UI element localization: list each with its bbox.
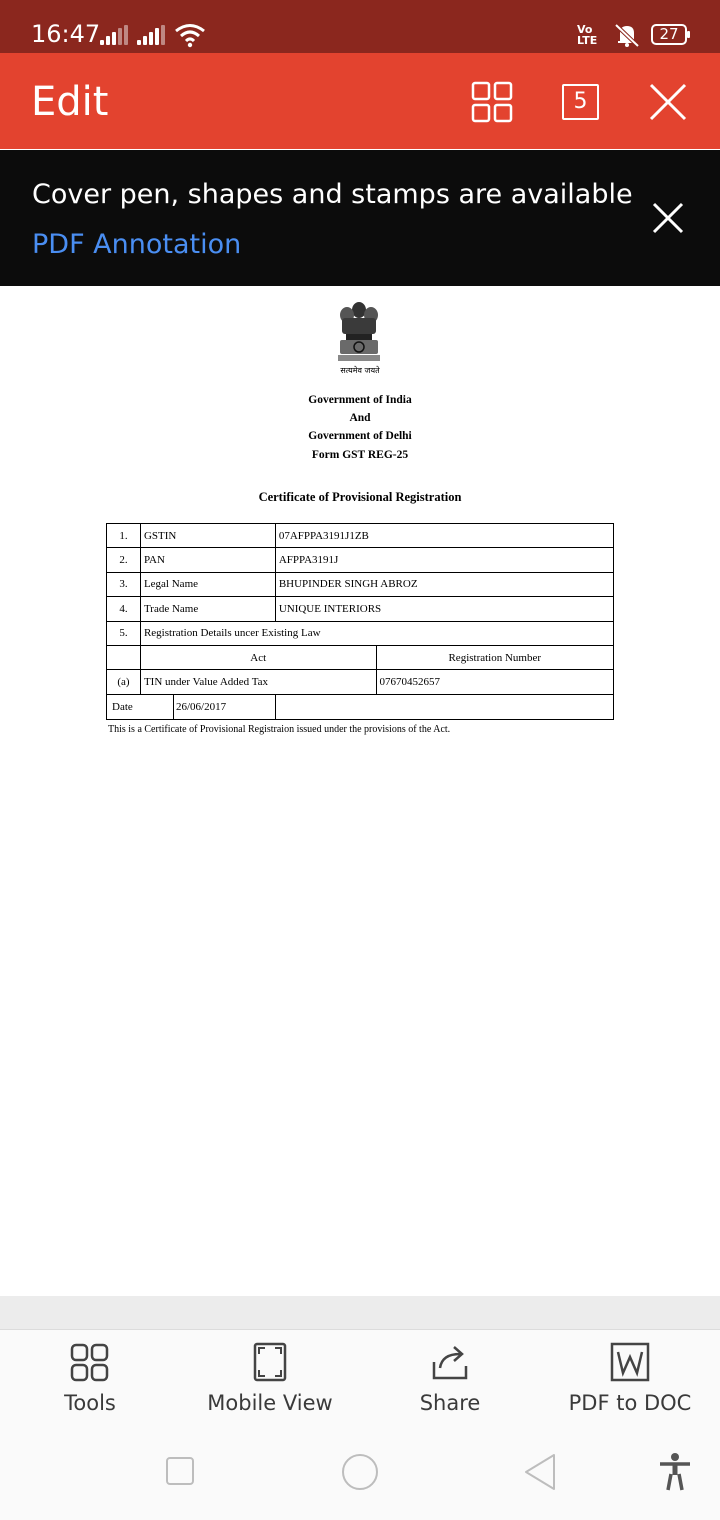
back-icon[interactable]	[523, 1453, 557, 1491]
form-name: Form GST REG-25	[311, 449, 409, 461]
accessibility-icon[interactable]	[657, 1452, 693, 1492]
tools-label: Tools	[64, 1391, 116, 1415]
row-label: GSTIN	[140, 524, 275, 548]
national-emblem-icon	[334, 298, 384, 364]
page-count-button[interactable]: 5	[562, 84, 599, 120]
battery-indicator: 27	[651, 24, 687, 45]
empty-cell	[107, 645, 141, 669]
signal-icon-1	[100, 25, 130, 45]
row-number: (a)	[107, 670, 141, 694]
annotation-tip-banner	[0, 150, 720, 286]
row-value: UNIQUE INTERIORS	[275, 597, 613, 621]
table-row	[107, 524, 614, 548]
bottom-toolbar	[0, 1329, 720, 1424]
wifi-icon	[174, 22, 206, 48]
mobile-view-icon	[250, 1342, 290, 1382]
word-doc-icon	[610, 1342, 650, 1382]
date-row	[107, 694, 614, 719]
pdf-to-doc-button[interactable]	[540, 1330, 720, 1425]
table-row	[107, 621, 614, 645]
emblem-motto: सत्यमेव जयते	[340, 366, 380, 375]
row-label: Legal Name	[140, 572, 275, 596]
pdf-page[interactable]	[0, 286, 720, 1296]
table-row	[107, 670, 614, 694]
act-header: Act	[140, 645, 376, 669]
certificate-title: Certificate of Provisional Registration	[258, 490, 462, 504]
registration-table	[106, 523, 614, 720]
mute-bell-icon	[612, 22, 642, 48]
grid-view-icon[interactable]	[469, 80, 515, 124]
tip-close-icon[interactable]	[652, 202, 684, 234]
tools-button[interactable]	[0, 1330, 180, 1425]
table-subheader	[107, 645, 614, 669]
row-number: 4.	[107, 597, 141, 621]
page-title: Edit	[31, 79, 109, 125]
date-value: 26/06/2017	[176, 700, 227, 713]
share-icon	[430, 1342, 470, 1382]
row-label: Registration Details uncer Existing Law	[140, 621, 613, 645]
row-number: 1.	[107, 524, 141, 548]
row-number: 2.	[107, 548, 141, 572]
tools-icon	[70, 1342, 110, 1382]
row-number: 3.	[107, 572, 141, 596]
row-value: 07AFPPA3191J1ZB	[275, 524, 613, 548]
close-icon[interactable]	[648, 82, 688, 122]
volte-icon: Vo LTE	[577, 23, 598, 47]
page-separator	[0, 1296, 720, 1329]
certificate-note: This is a Certificate of Provisional Registraion issued under the provisions of the Act.	[108, 724, 451, 735]
mobile-view-button[interactable]	[180, 1330, 360, 1425]
mobile-view-label: Mobile View	[207, 1391, 333, 1415]
home-icon[interactable]	[341, 1453, 379, 1491]
act-name: TIN under Value Added Tax	[140, 670, 376, 694]
status-time: 16:47	[31, 20, 101, 48]
row-label: PAN	[140, 548, 275, 572]
signal-icon-2	[137, 25, 167, 45]
header-line: Government of Delhi	[308, 430, 412, 442]
table-row	[107, 548, 614, 572]
row-label: Trade Name	[140, 597, 275, 621]
share-label: Share	[419, 1391, 481, 1415]
row-value: BHUPINDER SINGH ABROZ	[275, 572, 613, 596]
tip-text: Cover pen, shapes and stamps are available	[32, 179, 633, 210]
pdf-to-doc-label: PDF to DOC	[568, 1391, 692, 1415]
row-number: 5.	[107, 621, 141, 645]
system-nav-bar	[0, 1424, 720, 1520]
table-row	[107, 572, 614, 596]
registration-number-header: Registration Number	[376, 645, 613, 669]
pdf-annotation-link[interactable]: PDF Annotation	[32, 229, 242, 260]
date-label: Date	[107, 695, 174, 719]
app-bar	[0, 53, 720, 149]
recents-icon[interactable]	[165, 1456, 195, 1486]
registration-number: 07670452657	[376, 670, 613, 694]
share-button[interactable]	[360, 1330, 540, 1425]
status-bar	[0, 0, 720, 53]
table-row	[107, 597, 614, 621]
header-line: And	[349, 412, 371, 424]
row-value: AFPPA3191J	[275, 548, 613, 572]
header-line: Government of India	[308, 394, 412, 406]
